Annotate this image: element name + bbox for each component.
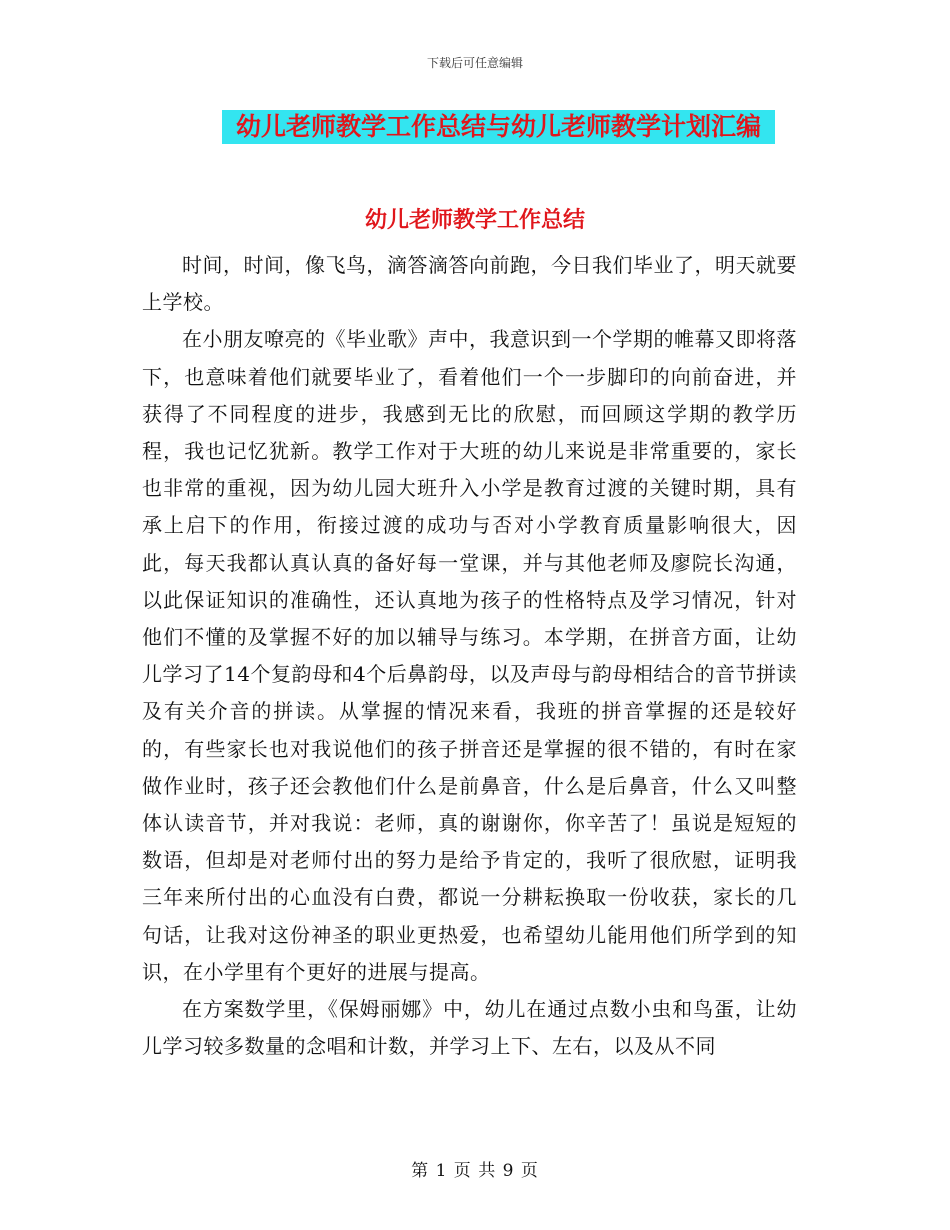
paragraph-2: 在小朋友嘹亮的《毕业歌》声中，我意识到一个学期的帷幕又即将落下，也意味着他们就要毕业了，看着他们一个一步脚印的向前奋进，并获得了不同程度的进步，我感到无比的欣慰，而回顾这学期的教学历程，我也记忆犹新。教学工作对于大班的幼儿来说是非常重要的，家长也非常的重视，因为幼儿园大班升入小学是教育过渡的关键时期，具有承上启下的作用，衔接过渡的成功与否对小学教育质量影响很大，因此，每天我都认真认真的备好每一堂课，并与其他老师及廖院长沟通，以此保证知识的准确性，还认真地为孩子的性格特点及学习情况，针对他们不懂的及掌握不好的加以辅导与练习。本学期，在拼音方面，让幼儿学习了14个复韵母和4个后鼻韵母，以及声母与韵母相结合的音节拼读及有关介音的拼读。从掌握的情况来看，我班的拼音掌握的还是较好的，有些家长也对我说他们的孩子拼音还是掌握的很不错的，有时在家做作业时，孩子还会教他们什么是前鼻音，什么是后鼻音，什么又叫整体认读音节，并对我说：老师，真的谢谢你，你辛苦了！虽说是短短的数语，但却是对老师付出的努力是给予肯定的，我听了很欣慰，证明我三年来所付出的心血没有白费，都说一分耕耘换取一份收获，家长的几句话，让我对这份神圣的职业更热爱，也希望幼儿能用他们所学到的知识，在小学里有个更好的进展与提高。 <box>142 327 797 984</box>
page-number-footer: 第 1 页 共 9 页 <box>411 1161 539 1181</box>
document-title: 幼儿老师教学工作总结与幼儿老师教学计划汇编 <box>235 112 761 141</box>
paragraph-3: 在方案数学里，《保姆丽娜》中，幼儿在通过点数小虫和鸟蛋，让幼儿学习较多数量的念唱和计数，并学习上下、左右，以及从不同 <box>142 997 797 1059</box>
document-title-highlight <box>222 110 775 144</box>
section-title: 幼儿老师教学工作总结 <box>364 207 585 233</box>
page-header-note: 下载后可任意编辑 <box>426 56 523 70</box>
paragraph-1: 时间，时间，像飞鸟，滴答滴答向前跑，今日我们毕业了，明天就要上学校。 <box>142 253 797 315</box>
document-body <box>142 247 797 1065</box>
